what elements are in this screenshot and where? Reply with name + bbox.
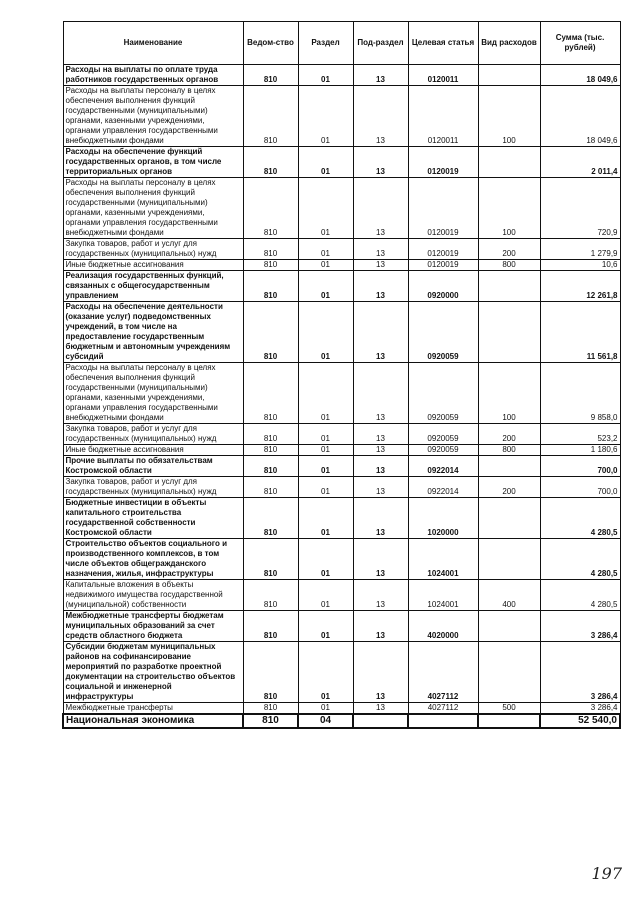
cell-summa: 720,9 bbox=[540, 178, 620, 239]
cell-podrazdel: 13 bbox=[353, 260, 408, 271]
cell-vid-rashodov bbox=[478, 498, 540, 539]
cell-razdel: 01 bbox=[298, 260, 353, 271]
cell-vid-rashodov bbox=[478, 456, 540, 477]
cell-vid-rashodov: 200 bbox=[478, 477, 540, 498]
cell-name: Строительство объектов социального и производственного комплексов, в том числе объектов общегражданского назначения, жилья, инфраструктуры bbox=[63, 539, 243, 580]
cell-celevaya-statya: 0920000 bbox=[408, 271, 478, 302]
cell-podrazdel: 13 bbox=[353, 65, 408, 86]
cell-podrazdel: 13 bbox=[353, 456, 408, 477]
cell-summa: 2 011,4 bbox=[540, 147, 620, 178]
cell-podrazdel: 13 bbox=[353, 498, 408, 539]
cell-name: Субсидии бюджетам муниципальных районов на софинансирование мероприятий по разработке проектной документации на строительство объектов социальной и инженерной инфраструктуры bbox=[63, 642, 243, 703]
cell-name: Расходы на выплаты персоналу в целях обеспечения выполнения функций государственными (муниципальными) органами, казенными учреждениями, органами управления государственными внебюджетными фондами bbox=[63, 178, 243, 239]
cell-vid-rashodov: 100 bbox=[478, 363, 540, 424]
cell-razdel: 01 bbox=[298, 539, 353, 580]
cell-vedomstvo: 810 bbox=[243, 302, 298, 363]
table-row bbox=[63, 65, 620, 86]
cell-name: Прочие выплаты по обязательствам Костромской области bbox=[63, 456, 243, 477]
header-name: Наименование bbox=[63, 22, 243, 65]
cell-vid-rashodov bbox=[478, 271, 540, 302]
cell-vedomstvo: 810 bbox=[243, 477, 298, 498]
header-razdel: Раздел bbox=[298, 22, 353, 65]
cell-podrazdel: 13 bbox=[353, 703, 408, 715]
cell-razdel: 01 bbox=[298, 302, 353, 363]
header-summa: Сумма (тыс. рублей) bbox=[540, 22, 620, 65]
cell-name: Капитальные вложения в объекты недвижимого имущества государственной (муниципальной) собственности bbox=[63, 580, 243, 611]
cell-summa: 9 858,0 bbox=[540, 363, 620, 424]
cell-celevaya-statya: 0920059 bbox=[408, 302, 478, 363]
cell-vid-rashodov: 400 bbox=[478, 580, 540, 611]
table-body bbox=[63, 65, 620, 729]
table-row bbox=[63, 498, 620, 539]
page-number: 197 bbox=[591, 864, 622, 883]
cell-summa: 1 180,6 bbox=[540, 445, 620, 456]
table-row bbox=[63, 611, 620, 642]
cell-celevaya-statya: 0922014 bbox=[408, 477, 478, 498]
cell-name: Расходы на обеспечение функций государственных органов, в том числе территориальных органов bbox=[63, 147, 243, 178]
cell-name: Национальная экономика bbox=[63, 714, 243, 728]
cell-vid-rashodov bbox=[478, 302, 540, 363]
cell-celevaya-statya: 0120019 bbox=[408, 147, 478, 178]
cell-podrazdel: 13 bbox=[353, 147, 408, 178]
cell-celevaya-statya: 0120011 bbox=[408, 65, 478, 86]
table-row bbox=[63, 445, 620, 456]
cell-summa: 700,0 bbox=[540, 456, 620, 477]
cell-celevaya-statya: 4027112 bbox=[408, 703, 478, 715]
header-vid-rashodov: Вид расходов bbox=[478, 22, 540, 65]
cell-name: Бюджетные инвестиции в объекты капитального строительства государственной собственности Костромской области bbox=[63, 498, 243, 539]
table-row bbox=[63, 539, 620, 580]
table-row bbox=[63, 580, 620, 611]
cell-celevaya-statya: 4020000 bbox=[408, 611, 478, 642]
cell-celevaya-statya: 0120019 bbox=[408, 239, 478, 260]
cell-podrazdel: 13 bbox=[353, 642, 408, 703]
cell-celevaya-statya: 1024001 bbox=[408, 539, 478, 580]
cell-summa: 523,2 bbox=[540, 424, 620, 445]
table-row bbox=[63, 239, 620, 260]
cell-razdel: 01 bbox=[298, 580, 353, 611]
cell-podrazdel: 13 bbox=[353, 477, 408, 498]
table-row bbox=[63, 86, 620, 147]
cell-summa: 10,6 bbox=[540, 260, 620, 271]
table-row bbox=[63, 178, 620, 239]
cell-summa: 4 280,5 bbox=[540, 580, 620, 611]
cell-name: Межбюджетные трансферты бюджетам муниципальных образований за счет средств областного бюджета bbox=[63, 611, 243, 642]
cell-podrazdel: 13 bbox=[353, 271, 408, 302]
cell-razdel: 01 bbox=[298, 86, 353, 147]
cell-name: Иные бюджетные ассигнования bbox=[63, 260, 243, 271]
header-celevaya-statya: Целевая статья bbox=[408, 22, 478, 65]
cell-vedomstvo: 810 bbox=[243, 260, 298, 271]
cell-razdel: 01 bbox=[298, 65, 353, 86]
cell-razdel: 01 bbox=[298, 498, 353, 539]
cell-celevaya-statya bbox=[408, 714, 478, 728]
cell-name: Закупка товаров, работ и услуг для государственных (муниципальных) нужд bbox=[63, 239, 243, 260]
cell-celevaya-statya: 0920059 bbox=[408, 363, 478, 424]
table-header-row bbox=[63, 22, 620, 65]
cell-vid-rashodov: 200 bbox=[478, 424, 540, 445]
header-vedomstvo: Ведом-ство bbox=[243, 22, 298, 65]
cell-summa: 3 286,4 bbox=[540, 611, 620, 642]
cell-celevaya-statya: 0120011 bbox=[408, 86, 478, 147]
cell-razdel: 01 bbox=[298, 271, 353, 302]
cell-summa: 18 049,6 bbox=[540, 86, 620, 147]
cell-razdel: 01 bbox=[298, 239, 353, 260]
cell-vedomstvo: 810 bbox=[243, 86, 298, 147]
cell-vedomstvo: 810 bbox=[243, 456, 298, 477]
cell-vid-rashodov: 800 bbox=[478, 445, 540, 456]
cell-podrazdel: 13 bbox=[353, 302, 408, 363]
cell-celevaya-statya: 0120019 bbox=[408, 178, 478, 239]
cell-vedomstvo: 810 bbox=[243, 539, 298, 580]
cell-summa: 3 286,4 bbox=[540, 642, 620, 703]
cell-celevaya-statya: 0920059 bbox=[408, 424, 478, 445]
table-row bbox=[63, 363, 620, 424]
cell-podrazdel: 13 bbox=[353, 363, 408, 424]
cell-name: Расходы на обеспечение деятельности (оказание услуг) подведомственных учреждений, в том числе на предоставление государственным бюджетным и автономным учреждениям субсидий bbox=[63, 302, 243, 363]
cell-podrazdel: 13 bbox=[353, 539, 408, 580]
table-row bbox=[63, 456, 620, 477]
cell-podrazdel: 13 bbox=[353, 178, 408, 239]
cell-vid-rashodov: 100 bbox=[478, 86, 540, 147]
cell-vedomstvo: 810 bbox=[243, 611, 298, 642]
cell-razdel: 01 bbox=[298, 424, 353, 445]
cell-name: Закупка товаров, работ и услуг для государственных (муниципальных) нужд bbox=[63, 424, 243, 445]
cell-vedomstvo: 810 bbox=[243, 580, 298, 611]
cell-name: Расходы на выплаты персоналу в целях обеспечения выполнения функций государственными (муниципальными) органами, казенными учреждениями, органами управления государственными внебюджетными фондами bbox=[63, 86, 243, 147]
cell-razdel: 04 bbox=[298, 714, 353, 728]
cell-name: Межбюджетные трансферты bbox=[63, 703, 243, 715]
cell-vid-rashodov bbox=[478, 65, 540, 86]
cell-summa: 1 279,9 bbox=[540, 239, 620, 260]
cell-vid-rashodov: 200 bbox=[478, 239, 540, 260]
table-row bbox=[63, 703, 620, 715]
cell-name: Иные бюджетные ассигнования bbox=[63, 445, 243, 456]
cell-podrazdel: 13 bbox=[353, 445, 408, 456]
cell-name: Расходы на выплаты по оплате труда работников государственных органов bbox=[63, 65, 243, 86]
cell-vid-rashodov bbox=[478, 714, 540, 728]
table-row bbox=[63, 714, 620, 728]
cell-vedomstvo: 810 bbox=[243, 239, 298, 260]
cell-vid-rashodov: 800 bbox=[478, 260, 540, 271]
cell-razdel: 01 bbox=[298, 477, 353, 498]
cell-razdel: 01 bbox=[298, 147, 353, 178]
cell-vedomstvo: 810 bbox=[243, 445, 298, 456]
cell-celevaya-statya: 1024001 bbox=[408, 580, 478, 611]
cell-vid-rashodov bbox=[478, 539, 540, 580]
cell-summa: 4 280,5 bbox=[540, 539, 620, 580]
cell-vedomstvo: 810 bbox=[243, 65, 298, 86]
cell-summa: 12 261,8 bbox=[540, 271, 620, 302]
cell-podrazdel: 13 bbox=[353, 611, 408, 642]
cell-vedomstvo: 810 bbox=[243, 703, 298, 715]
cell-summa: 4 280,5 bbox=[540, 498, 620, 539]
cell-name: Расходы на выплаты персоналу в целях обеспечения выполнения функций государственными (муниципальными) органами, казенными учреждениями, органами управления государственными внебюджетными фондами bbox=[63, 363, 243, 424]
cell-summa: 18 049,6 bbox=[540, 65, 620, 86]
cell-razdel: 01 bbox=[298, 642, 353, 703]
cell-vedomstvo: 810 bbox=[243, 424, 298, 445]
table-row bbox=[63, 642, 620, 703]
cell-summa: 11 561,8 bbox=[540, 302, 620, 363]
cell-razdel: 01 bbox=[298, 445, 353, 456]
cell-vid-rashodov bbox=[478, 642, 540, 703]
cell-summa: 52 540,0 bbox=[540, 714, 620, 728]
cell-celevaya-statya: 0120019 bbox=[408, 260, 478, 271]
cell-vid-rashodov bbox=[478, 147, 540, 178]
cell-celevaya-statya: 0922014 bbox=[408, 456, 478, 477]
cell-podrazdel: 13 bbox=[353, 86, 408, 147]
cell-podrazdel: 13 bbox=[353, 424, 408, 445]
cell-razdel: 01 bbox=[298, 363, 353, 424]
cell-summa: 700,0 bbox=[540, 477, 620, 498]
cell-podrazdel: 13 bbox=[353, 239, 408, 260]
cell-razdel: 01 bbox=[298, 456, 353, 477]
cell-summa: 3 286,4 bbox=[540, 703, 620, 715]
cell-vedomstvo: 810 bbox=[243, 498, 298, 539]
header-podrazdel: Под-раздел bbox=[353, 22, 408, 65]
cell-razdel: 01 bbox=[298, 611, 353, 642]
cell-celevaya-statya: 1020000 bbox=[408, 498, 478, 539]
cell-vedomstvo: 810 bbox=[243, 714, 298, 728]
cell-vedomstvo: 810 bbox=[243, 642, 298, 703]
table-row bbox=[63, 302, 620, 363]
cell-vedomstvo: 810 bbox=[243, 363, 298, 424]
table-row bbox=[63, 260, 620, 271]
cell-name: Реализация государственных функций, связанных с общегосударственным управлением bbox=[63, 271, 243, 302]
cell-vedomstvo: 810 bbox=[243, 178, 298, 239]
cell-vedomstvo: 810 bbox=[243, 271, 298, 302]
table-row bbox=[63, 271, 620, 302]
cell-podrazdel bbox=[353, 714, 408, 728]
table-row bbox=[63, 147, 620, 178]
cell-celevaya-statya: 0920059 bbox=[408, 445, 478, 456]
cell-celevaya-statya: 4027112 bbox=[408, 642, 478, 703]
cell-razdel: 01 bbox=[298, 178, 353, 239]
cell-vedomstvo: 810 bbox=[243, 147, 298, 178]
cell-podrazdel: 13 bbox=[353, 580, 408, 611]
cell-razdel: 01 bbox=[298, 703, 353, 715]
table-row bbox=[63, 424, 620, 445]
cell-name: Закупка товаров, работ и услуг для государственных (муниципальных) нужд bbox=[63, 477, 243, 498]
budget-table bbox=[62, 21, 621, 729]
table-row bbox=[63, 477, 620, 498]
cell-vid-rashodov bbox=[478, 611, 540, 642]
cell-vid-rashodov: 100 bbox=[478, 178, 540, 239]
cell-vid-rashodov: 500 bbox=[478, 703, 540, 715]
